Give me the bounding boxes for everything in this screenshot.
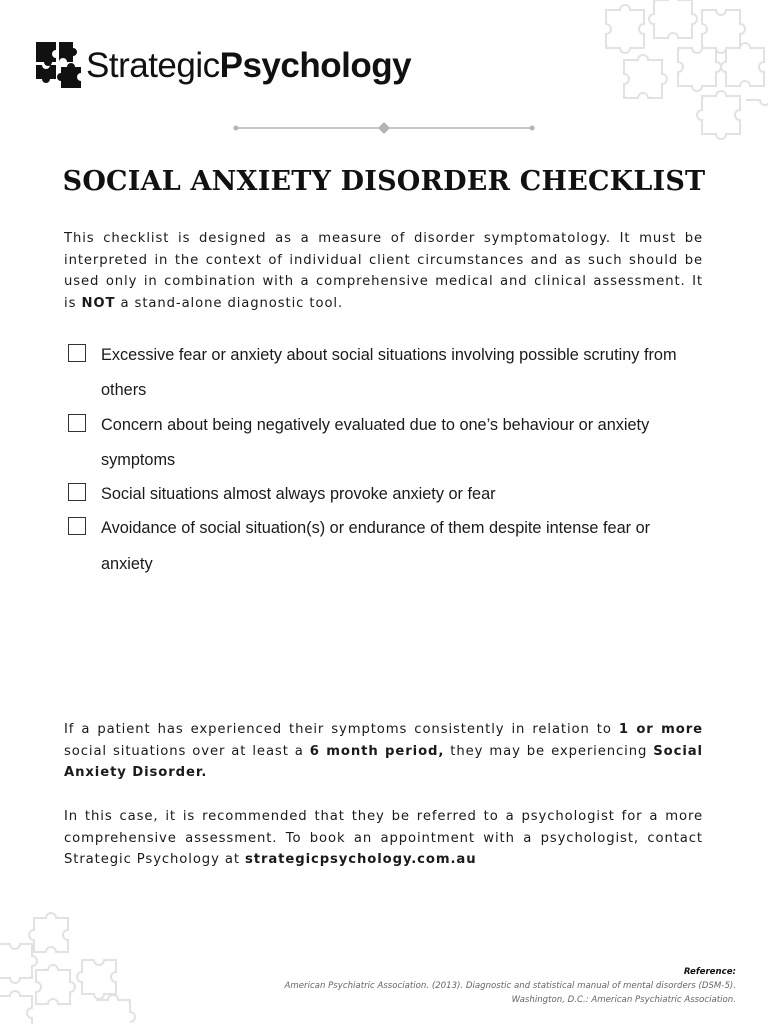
- checklist-item-label: Excessive fear or anxiety about social situations involving possible scrutiny from others: [101, 346, 677, 400]
- checkbox[interactable]: [68, 483, 86, 501]
- conclusion-text: If a patient has experienced their symptoms consistently in relation to: [64, 722, 619, 737]
- header-divider: [232, 121, 536, 135]
- reference-line: American Psychiatric Association. (2013). Diagnostic and statistical manual of mental disorders (DSM-5).: [284, 980, 736, 991]
- checklist-item[interactable]: [68, 511, 708, 582]
- puzzle-pattern-bottom-left: [0, 904, 150, 1024]
- conclusion-text: they may be experiencing: [444, 743, 654, 759]
- intro-paragraph: [64, 228, 703, 314]
- intro-text-start: This checklist is designed as a measure of disorder symptomatology. It must be interpreted in the context of individual client circumstances and as such should be used only in combination with a comprehensive medical and clinical assessment. It is: [64, 231, 703, 311]
- puzzle-pattern-top-right: [596, 0, 768, 140]
- brand-logo: [36, 41, 411, 89]
- brand-name-light: Strategic: [86, 45, 220, 85]
- intro-text-end: a stand-alone diagnostic tool.: [115, 295, 344, 311]
- website-link[interactable]: strategicpsychology.com.au: [245, 852, 477, 867]
- reference-block: [285, 966, 737, 1007]
- intro-emphasis: NOT: [81, 295, 116, 311]
- conclusion-text: social situations over at least a: [64, 743, 310, 759]
- conclusion-emphasis: Social Anxiety Disorder.: [64, 743, 703, 780]
- symptom-checklist: [68, 338, 708, 581]
- checklist-item[interactable]: [68, 477, 708, 512]
- checkbox[interactable]: [68, 517, 86, 535]
- brand-name-bold: Psychology: [219, 45, 412, 85]
- conclusion-emphasis: 6 month period,: [309, 743, 445, 759]
- checklist-item-label: Concern about being negatively evaluated due to one’s behaviour or anxiety symptoms: [101, 415, 650, 469]
- reference-label: Reference:: [683, 967, 736, 977]
- checklist-item-label: Avoidance of social situation(s) or endurance of them despite intense fear or anxiety: [101, 519, 651, 573]
- conclusion-emphasis: 1 or more: [618, 722, 703, 737]
- checklist-item-label: Social situations almost always provoke anxiety or fear: [101, 485, 496, 504]
- checklist-item[interactable]: [68, 338, 708, 409]
- reference-line: Washington, D.C.: American Psychiatric Association.: [511, 994, 736, 1005]
- brand-name: [86, 45, 412, 85]
- checklist-item[interactable]: [68, 408, 708, 479]
- conclusion-paragraph: [64, 719, 703, 784]
- referral-paragraph: [64, 806, 703, 871]
- puzzle-logo-icon: [36, 42, 82, 88]
- referral-text: In this case, it is recommended that they be referred to a psychologist for a more comprehensive assessment. To book an appointment with a psychologist, contact Strategic Psychology at: [64, 809, 703, 867]
- page-title: SOCIAL ANXIETY DISORDER CHECKLIST: [62, 166, 706, 197]
- checkbox[interactable]: [68, 344, 86, 362]
- checkbox[interactable]: [68, 414, 86, 432]
